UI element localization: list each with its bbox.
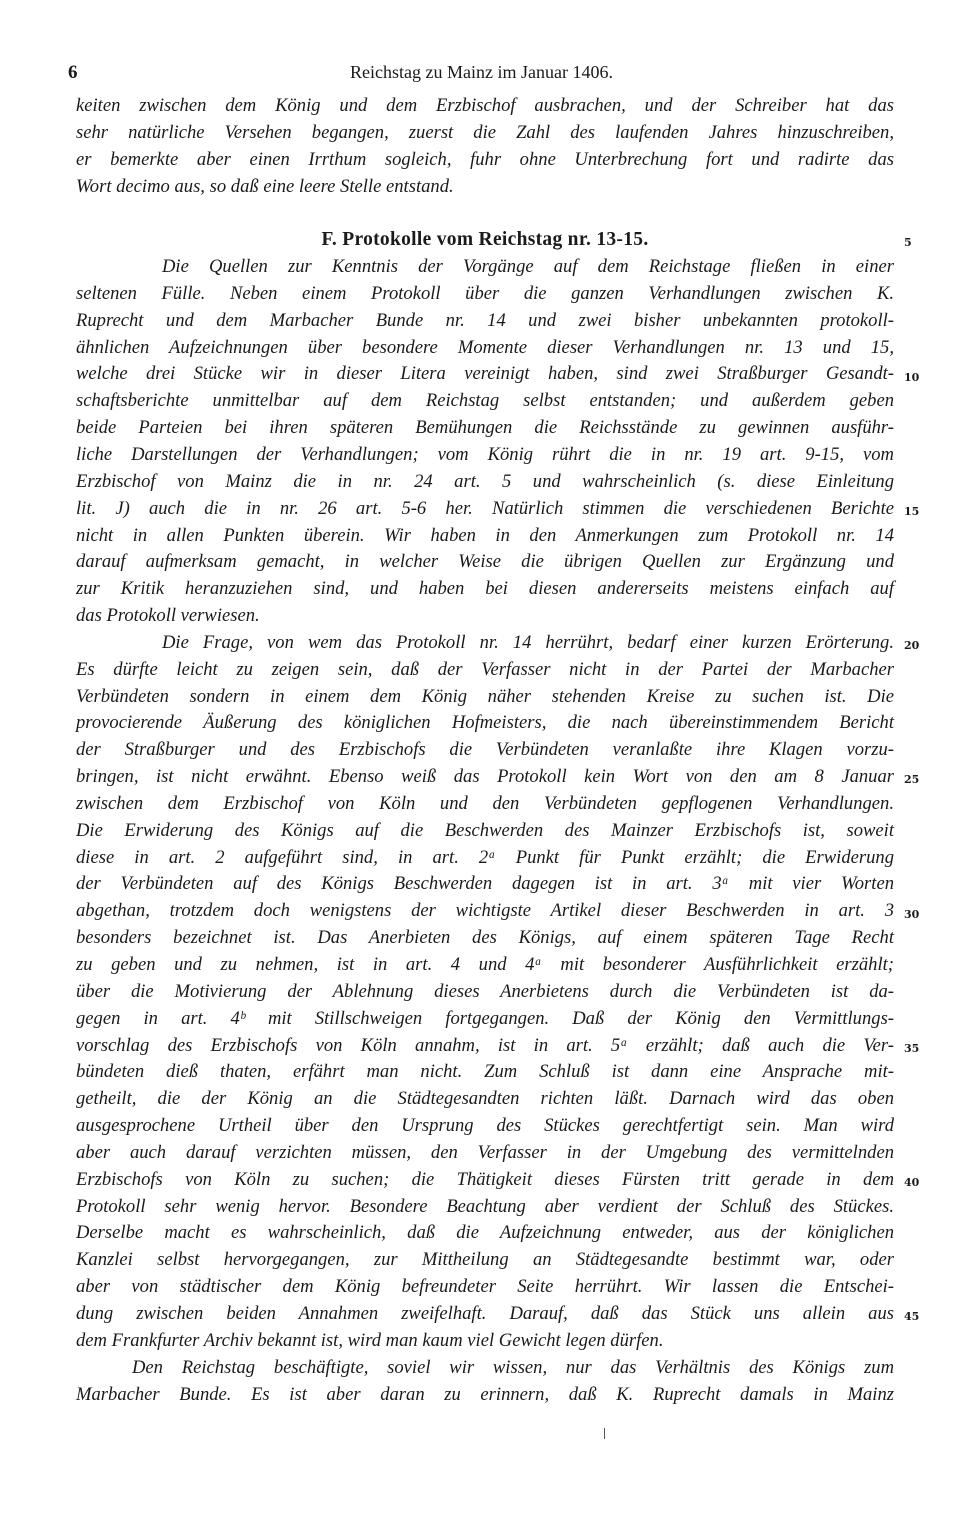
text-line: vorschlag des Erzbischofs von Köln annahm, ist in art. 5ᵃ erzählt; daß auch die Ver- (76, 1034, 894, 1056)
text-line: Erzbischof von Mainz die in nr. 24 art. 5 und wahrscheinlich (s. diese Einleitung (76, 470, 894, 492)
text-line: bringen, ist nicht erwähnt. Ebenso weiß das Protokoll kein Wort von den am 8 Januar (76, 766, 894, 788)
text-line: getheilt, die der König an die Städtegesandten richten läßt. Darnach wird das oben (76, 1088, 894, 1110)
text-line: Protokoll sehr wenig hervor. Besondere Beachtung aber verdient der Schluß des Stückes. (76, 1195, 894, 1217)
margin-line-number: 20 (904, 639, 920, 652)
text-line: schaftsberichte unmittelbar auf dem Reichstag selbst entstanden; und außerdem geben (76, 390, 894, 412)
margin-line-number: 25 (904, 773, 920, 787)
print-speck (604, 1428, 605, 1439)
text-line: Kanzlei selbst hervorgegangen, zur Mittheilung an Städtegesandte bestimmt war, oder (76, 1249, 894, 1271)
text-line: provocierende Äußerung des königlichen Hofmeisters, die nach übereinstimmendem Bericht (76, 712, 894, 734)
text-line (76, 200, 894, 227)
margin-line-number: 45 (904, 1310, 920, 1324)
text-line: beide Parteien bei ihren späteren Bemühungen die Reichsstände zu gewinnen ausführ- (76, 417, 894, 439)
text-line: Die Frage, von wem das Protokoll nr. 14 herrührt, bedarf einer kurzen Erörterung. (162, 631, 894, 653)
text-line: dem Frankfurter Archiv bekannt ist, wird man kaum viel Gewicht legen dürfen. (76, 1329, 664, 1351)
page-header (68, 60, 895, 90)
text-line: besonders bezeichnet ist. Das Anerbieten des Königs, auf einem späteren Tage Recht (76, 927, 894, 949)
text-line: zu geben und zu nehmen, ist in art. 4 und 4ᵃ mit besonderer Ausführlichkeit erzählt; (76, 954, 894, 975)
text-line: Den Reichstag beschäftigte, soviel wir wissen, nur das Verhältnis des Königs zum (132, 1356, 894, 1378)
text-line: nicht in allen Punkten überein. Wir haben in den Anmerkungen zum Protokoll nr. 14 (76, 524, 894, 546)
text-line: keiten zwischen dem König und dem Erzbischof ausbrachen, und der Schreiber hat das (76, 95, 894, 116)
margin-line-number: 10 (904, 370, 920, 384)
text-line: bündeten dieß thaten, erfährt man nicht. Zum Schluß ist dann eine Ansprache mit- (76, 1061, 894, 1083)
text-line: welche drei Stücke wir in dieser Litera vereinigt haben, sind zwei Straßburger Gesandt- (76, 363, 894, 385)
text-line: Derselbe macht es wahrscheinlich, daß die Aufzeichnung entweder, aus der königlichen (76, 1222, 894, 1244)
section-heading: F. Protokolle vom Reichstag nr. 13-15. (321, 229, 649, 251)
margin-line-number: 5 (904, 236, 912, 250)
text-line: sehr natürliche Versehen begangen, zuerst die Zahl des laufenden Jahres hinzuschreiben, (76, 121, 894, 143)
text-line: Es dürfte leicht zu zeigen sein, daß der Verfasser nicht in der Partei der Marbacher (76, 658, 894, 680)
text-line: er bemerkte aber einen Irrthum sogleich, fuhr ohne Unterbrechung fort und radirte das (76, 148, 894, 170)
text-line: der Straßburger und des Erzbischofs die Verbündeten veranlaßte ihre Klagen vorzu- (76, 739, 894, 761)
text-line: Marbacher Bunde. Es ist aber daran zu erinnern, daß K. Ruprecht damals in Mainz (76, 1383, 894, 1405)
text-line: gegen in art. 4ᵇ mit Stillschweigen fortgegangen. Daß der König den Vermittlungs- (76, 1007, 894, 1029)
text-line: aber auch darauf verzichten müssen, den Verfasser in der Umgebung des vermittelnden (76, 1141, 894, 1163)
text-line: zur Kritik heranzuziehen sind, und haben bei diesen andererseits meistens einfach auf (76, 578, 894, 600)
margin-line-number: 40 (904, 1176, 920, 1189)
body-text (76, 93, 894, 1408)
text-line: Wort decimo aus, so daß eine leere Stelle entstand. (76, 175, 454, 197)
text-line: Verbündeten sondern in einem dem König näher stehenden Kreise zu suchen ist. Die (76, 685, 894, 707)
text-line: Erzbischofs von Köln zu suchen; die Thätigkeit dieses Fürsten tritt gerade in dem (76, 1168, 894, 1190)
text-line: dung zwischen beiden Annahmen zweifelhaft. Darauf, daß das Stück uns allein aus (76, 1302, 894, 1324)
text-line: abgethan, trotzdem doch wenigstens der wichtigste Artikel dieser Beschwerden in art. 3 (76, 900, 894, 922)
text-line: das Protokoll verwiesen. (76, 605, 260, 627)
text-line: über die Motivierung der Ablehnung dieses Anerbietens durch die Verbündeten ist da- (76, 980, 894, 1002)
text-line: zwischen dem Erzbischof von Köln und den Verbündeten gepflogenen Verhandlungen. (76, 792, 894, 814)
margin-line-number: 15 (904, 504, 920, 518)
text-line: diese in art. 2 aufgeführt sind, in art. 2ᵃ Punkt für Punkt erzählt; die Erwiderung (76, 846, 894, 868)
text-line: der Verbündeten auf des Königs Beschwerden dagegen ist in art. 3ᵃ mit vier Worten (76, 873, 894, 895)
margin-line-number: 35 (904, 1041, 920, 1055)
text-line: ähnlichen Aufzeichnungen über besondere Momente dieser Verhandlungen nr. 13 und 15, (76, 336, 894, 358)
text-line: Die Quellen zur Kenntnis der Vorgänge auf dem Reichstage fließen in einer (162, 256, 894, 278)
text-line: aber von städtischer dem König befreundeter Seite herrührt. Wir lassen die Entschei- (76, 1276, 894, 1298)
margin-line-number: 30 (904, 907, 920, 921)
text-line: lit. J) auch die in nr. 26 art. 5-6 her. Natürlich stimmen die verschiedenen Berichte (76, 497, 894, 519)
page-number: 6 (68, 62, 78, 83)
text-line: liche Darstellungen der Verhandlungen; vom König rührt die in nr. 19 art. 9-15, vom (76, 443, 894, 465)
text-line: ausgesprochene Urtheil über den Ursprung des Stückes gerechtfertigt sein. Man wird (76, 1115, 894, 1137)
text-line: seltenen Fülle. Neben einem Protokoll über die ganzen Verhandlungen zwischen K. (76, 282, 894, 304)
running-title: Reichstag zu Mainz im Januar 1406. (350, 62, 613, 82)
text-line: Ruprecht und dem Marbacher Bunde nr. 14 und zwei bisher unbekannten protokoll- (76, 309, 894, 331)
text-line: Die Erwiderung des Königs auf die Beschwerden des Mainzer Erzbischofs ist, soweit (76, 819, 894, 841)
text-line: darauf aufmerksam gemacht, in welcher Weise die übrigen Quellen zur Ergänzung und (76, 551, 894, 573)
